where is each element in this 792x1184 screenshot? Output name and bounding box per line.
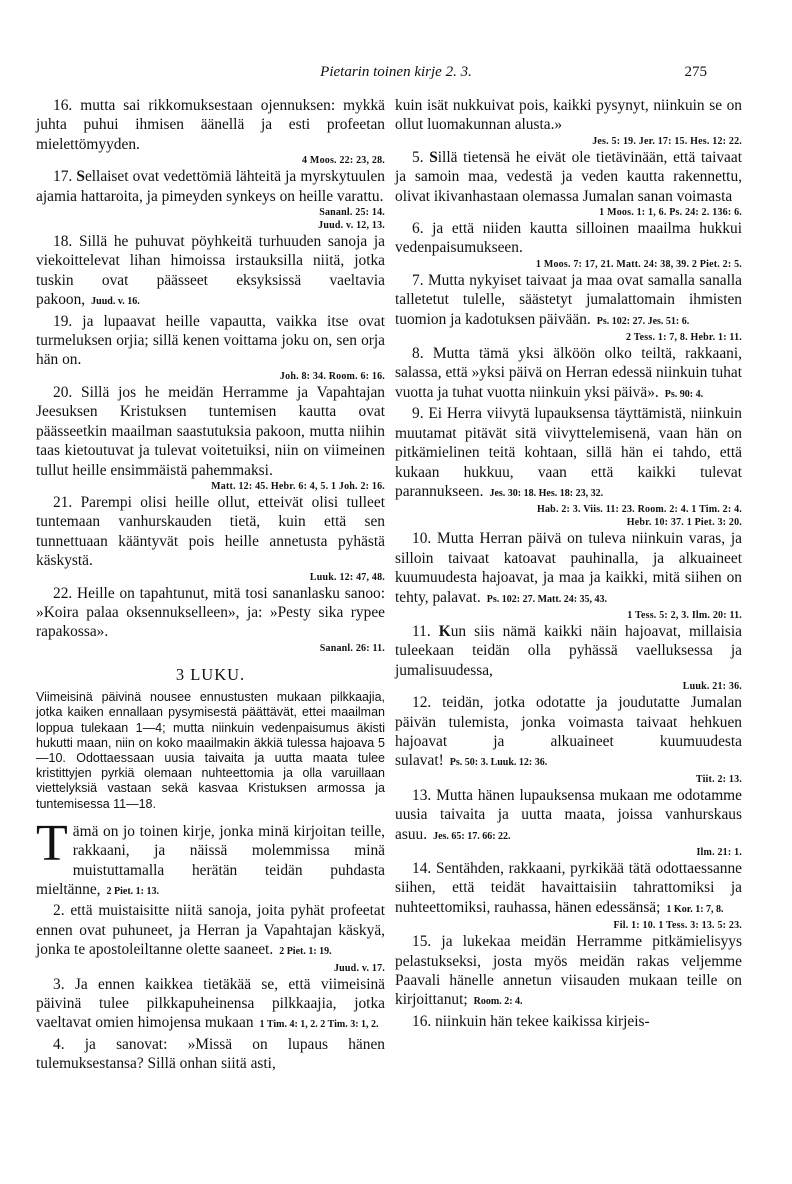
cross-ref: 2 Tess. 1: 7, 8. Hebr. 1: 11.: [625, 332, 742, 344]
verse-lead-letter: S: [429, 148, 438, 166]
left-column: [36, 96, 385, 1074]
cross-ref: 1 Kor. 1: 7, 8.: [666, 903, 724, 915]
verse-3-6: 6. ja että niiden kautta silloinen maailma hukkui vedenpaisumukseen.: [395, 220, 742, 257]
verse-3-4: 4. ja sanovat: »Missä on lupaus hänen tulemuksestansa? Sillä onhan siitä asti,: [36, 1035, 385, 1073]
cross-ref: 2 Piet. 1: 13.: [106, 886, 160, 897]
verse-3-14: 14. Sentähden, rakkaani, pyrkikää tätä odottaessanne siihen, että teidät havaittaisiin tahrattomiksi ja nuhteettomiksi, rauhassa, hänen edessänsä; 1 Kor. 1: 7, 8.: [395, 860, 742, 916]
cross-ref: Jes. 65: 17. 66: 22.: [433, 830, 511, 842]
chapter-summary: Viimeisinä päivinä nousee ennustusten mukaan pilkkaajia, jotka kaiken ennallaan pysymisestä päättävät, ettei maailman loppua tulekaan 1—4; mutta niinkuin vedenpaisumus äkisti hukutti maan, niin on koko maailmakin äkkiä tulessa hajoava 5—10. Odottaessaan uusia taivaita ja uutta maata tulee kristittyjen pyrkiä olemaan nuhteettomia ja olla varuillaan viettelyksiä vastaan sekä kasvaa Kristuksen armossa ja tuntemisessa 11—18.: [36, 690, 385, 811]
cross-ref: 1 Moos. 1: 1, 6. Ps. 24: 2. 136: 6.: [599, 207, 742, 219]
verse-3-15: 15. ja lukekaa meidän Herramme pitkämielisyys pelastukseksi, josta myös meidän rakas veljemme Paavali hänelle annetun viisauden mukaan teille on kirjoittanut; Room. 2: 4.: [395, 933, 742, 1009]
cross-ref: Fil. 1: 10. 1 Tess. 3: 13. 5: 23.: [613, 920, 742, 932]
verse-3-13: 13. Mutta hänen lupauksensa mukaan me odotamme uusia taivaita ja uutta maata, joissa vanhurskaus asuu. Jes. 65: 17. 66: 22.: [395, 786, 742, 843]
verse-3-9: 9. Ei Herra viivytä lupauksensa täyttämistä, niinkuin muutamat pitävät sitä viivyttelemisenä, vaan hän on pitkämielinen teitä kohtaan, sillä hän ei tahdo, että kukaan hukkuu, vaan että kaikki tulevat parannukseen. Jes. 30: 18. Hes. 18: 23, 32.: [395, 405, 742, 500]
cross-ref: Ps. 50: 3. Luuk. 12: 36.: [449, 757, 548, 769]
cross-ref: Ps. 102: 27. Jes. 51: 6.: [596, 315, 690, 327]
verse-3-3: 3. Ja ennen kaikkea tietäkää se, että viimeisinä päivinä tulee pilkkapuheinensa pilkkaajia, jotka vaeltavat omien himojensa mukaan 1 Tim. 4: 1, 2. 2 Tim. 3: 1, 2.: [36, 975, 385, 1032]
cross-ref: Juud. v. 17.: [333, 962, 385, 974]
verse-3-7: 7. Mutta nykyiset taivaat ja maa ovat samalla sanalla talletetut tulelle, säästetyt jumalattomain ihmisten tuomion ja kadotuksen päivään. Ps. 102: 27. Jes. 51: 6.: [395, 271, 742, 328]
verse-3-12: 12. teidän, jotka odotatte ja joudutatte Jumalan päivän tulemista, jonka voimasta taivaat hehkuen hajoavat ja alkuaineet kuumuudesta sulavat! Ps. 50: 3. Luuk. 12: 36.: [395, 694, 742, 770]
cross-ref: Sananl. 25: 14.: [319, 207, 385, 219]
cross-ref: Ps. 90: 4.: [664, 388, 704, 400]
page-header: [0, 64, 792, 88]
verse-2-21: 21. Parempi olisi heille ollut, etteivät olisi tulleet tuntemaan vanhurskauden tietä, kuin että sen tunnettuaan kääntyvät pois heille annetusta pyhästä käskystä.: [36, 493, 385, 570]
verse-3-4-continued: kuin isät nukkuivat pois, kaikki pysynyt, niinkuin se on ollut luomakunnan alusta.»: [395, 97, 742, 134]
verse-3-11: 11. Kun siis nämä kaikki näin hajoavat, millaisia tuleekaan teidän olla pyhässä vaelluksessa ja jumalisuudessa,: [395, 622, 742, 679]
verse-2-18: 18. Sillä he puhuvat pöyhkeitä turhuuden sanoja ja viekoittelevat lihan himoissa irstauksilla niitä, jotka tuskin ovat päässeet eksyksissä vaeltavia pakoon, Juud. v. 16.: [36, 233, 385, 309]
drop-cap: T: [36, 814, 68, 872]
cross-ref: 1 Tess. 5: 2, 3. Ilm. 20: 11.: [627, 609, 742, 621]
verse-2-16: 16. mutta sai rikkomuksestaan ojennuksen: mykkä juhta puhui ihmisen äänellä ja esti profeetan mielettömyyden.: [36, 97, 385, 153]
verse-3-2: 2. että muistaisitte niitä sanoja, joita pyhät profeetat ennen ovat puhuneet, ja Herran ja Vapahtajan käskyä, jonka te apostoleiltanne olette saaneet. 2 Piet. 1: 19.: [36, 902, 385, 959]
right-column: [395, 96, 742, 1031]
verse-2-20: 20. Sillä jos he meidän Herramme ja Vapahtajan Jeesuksen Kristuksen tuntemisen kautta ovat päässeetkin maailman saastutuksia pakoon, mutta niihin taas kietoutuvat ja tulevat voitetuiksi, niin on viimeinen tullut heille ensimmäistä pahemmaksi.: [36, 383, 385, 479]
verse-lead-letter: S: [76, 168, 85, 186]
cross-ref: Jes. 30: 18. Hes. 18: 23, 32.: [489, 487, 604, 499]
cross-ref: Matt. 12: 45. Hebr. 6: 4, 5. 1 Joh. 2: 16.: [211, 480, 385, 492]
cross-ref: Ilm. 21: 1.: [696, 847, 742, 858]
cross-ref: Sananl. 26: 11.: [319, 642, 385, 654]
cross-ref: Luuk. 12: 47, 48.: [309, 571, 385, 583]
cross-ref: Juud. v. 12, 13.: [318, 220, 385, 232]
cross-ref: Joh. 8: 34. Room. 6: 16.: [279, 370, 385, 382]
verse-lead-letter: K: [438, 622, 451, 640]
page-number: 275: [684, 64, 707, 80]
cross-ref: Jes. 5: 19. Jer. 17: 15. Hes. 12: 22.: [592, 135, 742, 147]
verse-3-8: 8. Mutta tämä yksi älköön olko teiltä, rakkaani, salassa, että »yksi päivä on Herran edessä niinkuin tuhat vuotta ja tuhat vuotta niinkuin yksi päivä». Ps. 90: 4.: [395, 345, 742, 401]
cross-ref: Tiit. 2: 13.: [695, 773, 742, 785]
verse-3-16: 16. niinkuin hän tekee kaikissa kirjeis-: [412, 1012, 650, 1030]
cross-ref: Room. 2: 4.: [473, 996, 523, 1008]
verse-3-5: 5. Sillä tietensä he eivät ole tietävinään, että taivaat ja samoin maa, vedestä ja veden kautta rakennettu, olivat ikivanhastaan olemassa Jumalan sanan voimasta: [395, 148, 742, 205]
cross-ref: 4 Moos. 22: 23, 28.: [302, 155, 385, 167]
chapter-heading: 3 LUKU.: [175, 664, 246, 684]
cross-ref: 2 Piet. 1: 19.: [279, 946, 332, 958]
cross-ref: Juud. v. 16.: [91, 296, 140, 308]
verse-2-17: 17. Sellaiset ovat vedettömiä lähteitä ja myrskytuulen ajamia hattaroita, ja pimeyden synkeys on heille varattu.: [36, 168, 385, 205]
verse-2-19: 19. ja lupaavat heille vapautta, vaikka itse ovat turmeluksen orjia; sillä kenen voittama joku on, sen orja hän on.: [36, 312, 385, 369]
verse-3-10: 10. Mutta Herran päivä on tuleva niinkuin varas, ja silloin taivaat katoavat pauhinalla, ja alkuaineet kuumuudesta hajoavat, ja maa ja kaikki, mitä siihen on tehty, palavat. Ps. 102: 27. Matt. 24: 35, 43.: [395, 530, 742, 606]
cross-ref: Luuk. 21: 36.: [682, 681, 742, 693]
running-head: Pietarin toinen kirje 2. 3.: [320, 64, 472, 80]
verse-3-1: Tämä on jo toinen kirje, jonka minä kirjoitan teille, rakkaani, ja näissä molemmissa minä muistuttamalla herätän teidän puhdasta mieltänne, 2 Piet. 1: 13.: [36, 814, 385, 898]
cross-ref: Hebr. 10: 37. 1 Piet. 3: 20.: [626, 517, 742, 529]
verse-2-22: 22. Heille on tapahtunut, mitä tosi sananlasku sanoo: »Koira palaa oksennukselleen», ja: »Pesty sika rypee rapakossa».: [36, 584, 385, 641]
cross-ref: 1 Moos. 7: 17, 21. Matt. 24: 38, 39. 2 Piet. 2: 5.: [535, 258, 742, 270]
cross-ref: Ps. 102: 27. Matt. 24: 35, 43.: [486, 593, 608, 605]
cross-ref: Hab. 2: 3. Viis. 11: 23. Room. 2: 4. 1 Tim. 2: 4.: [537, 504, 742, 516]
cross-ref: 1 Tim. 4: 1, 2. 2 Tim. 3: 1, 2.: [259, 1019, 379, 1031]
